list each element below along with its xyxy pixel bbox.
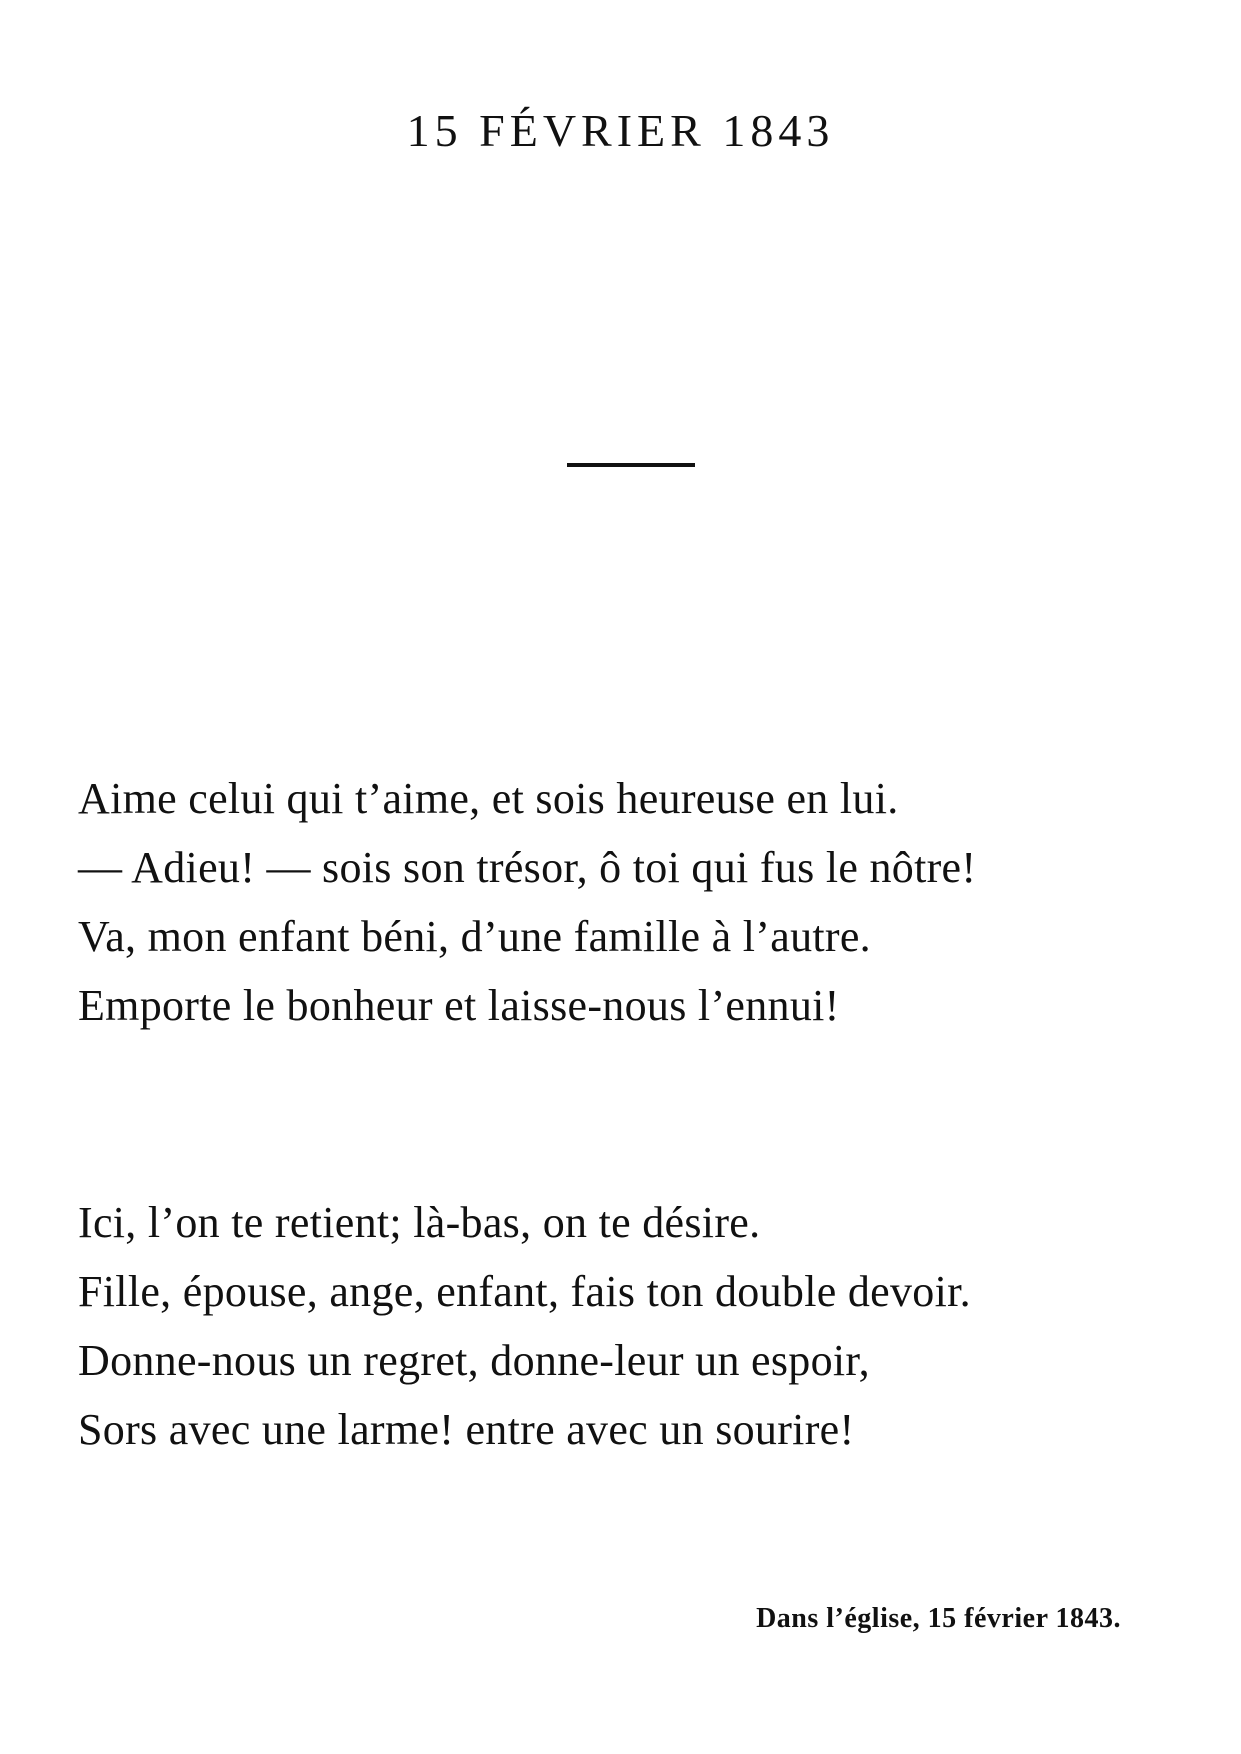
stanza-2: [78, 1188, 1198, 1464]
verse-line: Donne-nous un regret, donne-leur un espoir,: [78, 1336, 870, 1385]
verse-line: Ici, l’on te retient; là-bas, on te désire.: [78, 1198, 761, 1247]
title-divider: [567, 463, 695, 467]
verse-line: Sors avec une larme! entre avec un sourire!: [78, 1405, 855, 1454]
verse-line: Fille, épouse, ange, enfant, fais ton double devoir.: [78, 1267, 971, 1316]
place-date-signature: Dans l’église, 15 février 1843.: [756, 1603, 1121, 1634]
stanza-1: [78, 764, 1198, 1040]
verse-line: — Adieu! — sois son trésor, ô toi qui fus le nôtre!: [78, 843, 977, 892]
verse-line: Va, mon enfant béni, d’une famille à l’autre.: [78, 912, 871, 961]
verse-line: Aime celui qui t’aime, et sois heureuse en lui.: [78, 774, 899, 823]
poem-title: 15 FÉVRIER 1843: [406, 105, 835, 156]
verse-line: Emporte le bonheur et laisse-nous l’ennui!: [78, 981, 840, 1030]
